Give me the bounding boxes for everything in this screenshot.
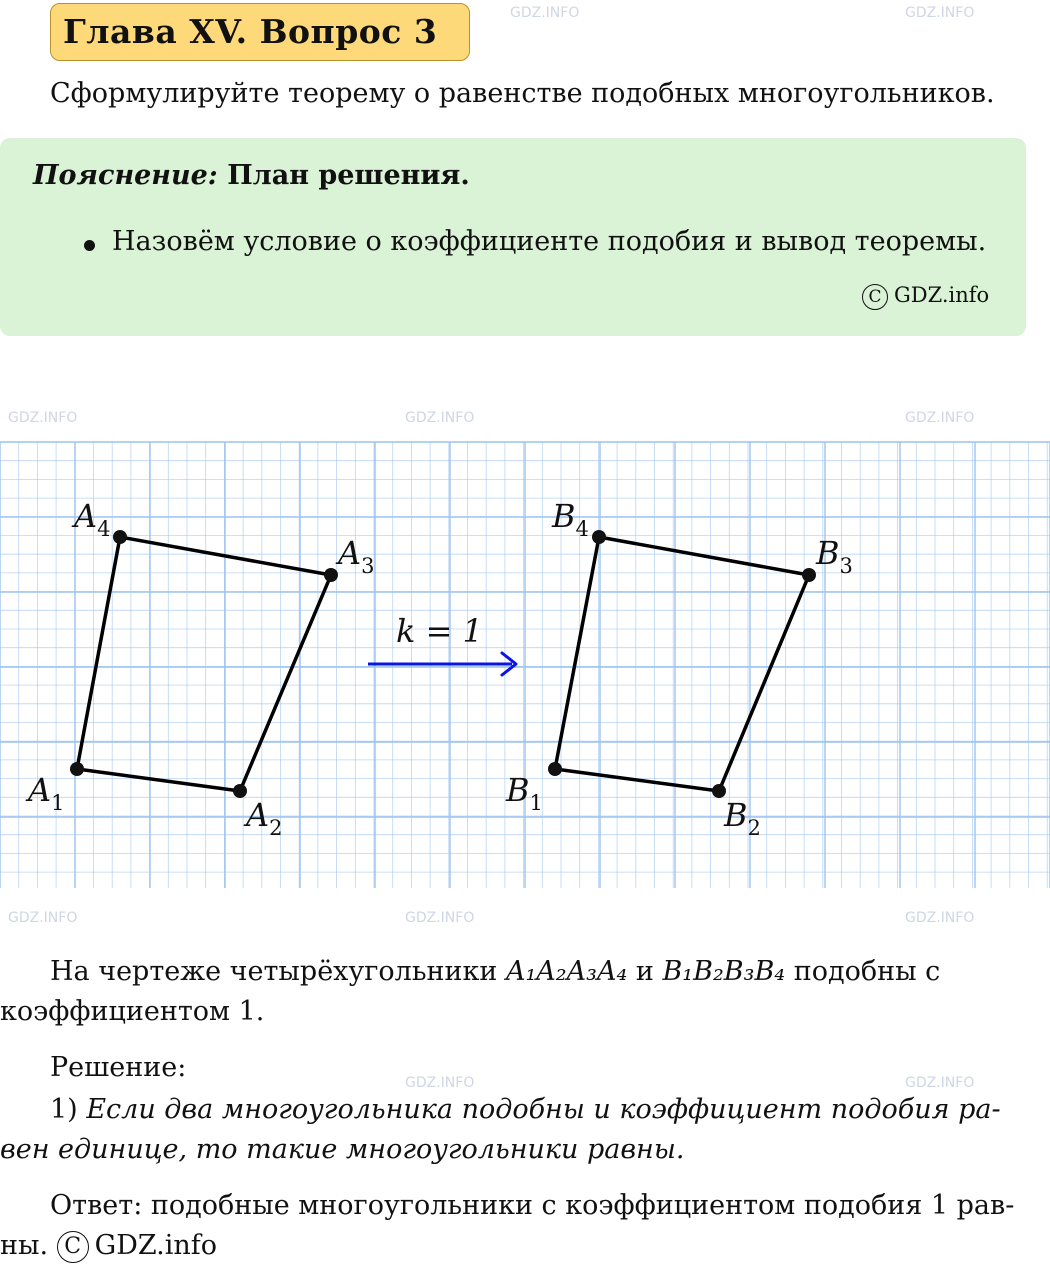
vertex-a3 (324, 568, 338, 582)
grid-paper (0, 442, 1050, 888)
label-a3: $A_3$ (338, 534, 375, 578)
label-b3: $B_3$ (816, 534, 853, 578)
copyright-text: GDZ.info (94, 1230, 218, 1261)
watermark: GDZ.INFO (405, 1075, 475, 1091)
theorem-line-1: Если два многоугольника подобны и коэффициент подобия ра- (86, 1094, 1001, 1125)
quad-b-name: B₁B₂B₃B₄ (662, 956, 786, 987)
copyright-icon: C (57, 1231, 89, 1263)
watermark: GDZ.INFO (8, 910, 78, 926)
explanation-label: Пояснение: (33, 160, 218, 191)
watermark: GDZ.INFO (510, 5, 580, 21)
vertex-b1 (548, 762, 562, 776)
vertex-a2 (233, 784, 247, 798)
quadrilateral-a (77, 537, 331, 791)
label-a2: $A_2$ (246, 796, 283, 840)
label-b2: $B_2$ (724, 796, 761, 840)
explanation-heading (33, 160, 470, 191)
label-a4: $A_4$ (74, 497, 111, 541)
vertex-a1 (70, 762, 84, 776)
copyright-text: GDZ.info (894, 283, 990, 307)
page-title: Глава XV. Вопрос 3 (63, 12, 438, 51)
explanation-bullet-text: Назовём условие о коэффициенте подобия и вывод теоремы. (112, 226, 987, 257)
copyright-note (862, 283, 989, 310)
statement-line-1: На чертеже четырёхугольники A₁A₂A₃A₄ и B₁B₂B₃B₄ подобны с (50, 956, 941, 987)
bullet-icon (84, 240, 95, 251)
explanation-panel (0, 138, 1026, 336)
label-b1: $B_1$ (506, 771, 543, 815)
watermark: GDZ.INFO (905, 5, 975, 21)
watermark: GDZ.INFO (905, 910, 975, 926)
label-a1: $A_1$ (28, 771, 65, 815)
step-number: 1) (50, 1094, 78, 1125)
vertex-a4 (113, 530, 127, 544)
watermark: GDZ.INFO (905, 410, 975, 426)
chapter-title-box (50, 3, 470, 61)
arrow-label: k = 1 (396, 612, 483, 650)
label-b4: $B_4$ (552, 497, 589, 541)
copyright-icon: C (862, 284, 888, 310)
statement-line-2: коэффициентом 1. (0, 996, 265, 1027)
solution-step-1 (50, 1094, 1001, 1125)
watermark: GDZ.INFO (8, 410, 78, 426)
vertex-b3 (802, 568, 816, 582)
watermark: GDZ.INFO (405, 910, 475, 926)
quadrilateral-b (555, 537, 809, 791)
theorem-line-2: вен единице, то такие многоугольники равны. (0, 1134, 685, 1165)
answer-line-1: Ответ: подобные многоугольники с коэффициентом подобия 1 рав- (50, 1190, 1015, 1221)
watermark: GDZ.INFO (905, 1075, 975, 1091)
quadrilaterals-figure (0, 438, 1050, 890)
explanation-title: План решения. (227, 160, 470, 191)
quad-a-name: A₁A₂A₃A₄ (505, 956, 628, 987)
solution-label: Решение: (50, 1052, 187, 1083)
answer-line-2: ны. C GDZ.info (0, 1230, 218, 1261)
watermark: GDZ.INFO (405, 410, 475, 426)
question-text: Сформулируйте теорему о равенстве подобных многоугольников. (50, 78, 995, 109)
vertex-b4 (592, 530, 606, 544)
